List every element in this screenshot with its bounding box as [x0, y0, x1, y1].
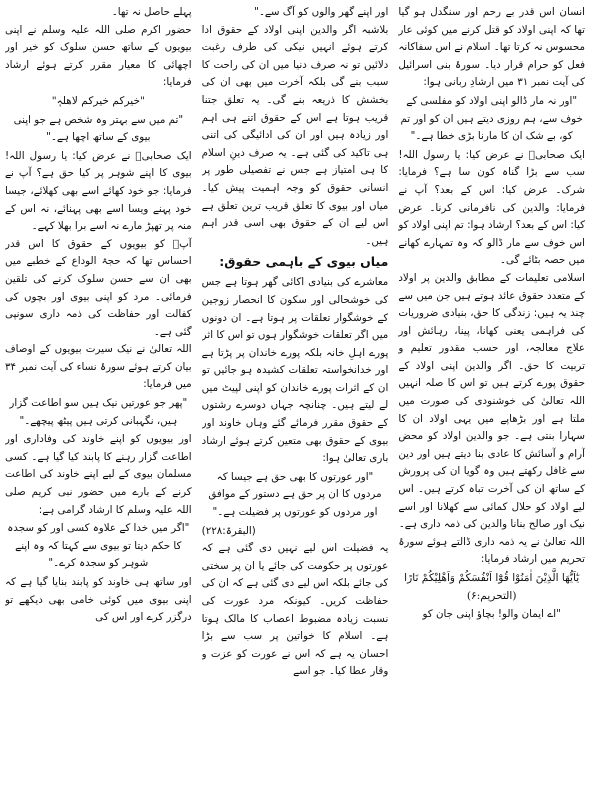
hadith-translation: "تم میں سے بہتر وہ شخص ہے جو اپنی بیوی کے ساتھ اچھا ہے۔" — [13, 113, 184, 144]
paragraph: اسلامی تعلیمات کے مطابق والدین پر اولاد کے متعدد حقوق عائد ہوتے ہیں جن میں سے چند یہ ہیں: زندگی کا حق، بنیادی ضروریات کی فراہمی یعنی کھانا، پینا، رہائش اور علاج معالجہ، اور حسب مقدور تعلیم و تربیت کا حق۔ اگر والدین اپنی اولاد کے حقوق پورے کرتے ہیں تو اس کا صلہ انہیں اللہ تعالیٰ کی خوشنودی کی صورت میں ملتا ہے اور بڑھاپے میں یہی اولاد ان کا سہارا بنتی ہے۔ جو والدین اولاد کو محض آرام و آسائش کا عادی بنا دیتے ہیں اور دین سے غافل رکھتے ہیں وہ گویا ان کی پرورش کے ساتھ ان کی آخرت تباہ کرتے ہیں۔ اس لیے اولاد کو حلال کمائی سے کھلانا اور اسے نیک اور صالح بنانا والدین کی ذمہ داری ہے۔ — [398, 271, 585, 531]
paragraph: معاشرے کی بنیادی اکائی گھر ہوتا ہے جس کی خوشحالی اور سکون کا انحصار زوجین کے خوشگوار تعلقات پر ہوتا ہے۔ ان دونوں میں اگر تعلقات خوشگوار ہوں تو اس کا اثر پورے اہلِ خانہ بلکہ پورے خاندان پر پڑتا ہے اور خدانخواستہ تعلقات کشیدہ ہو جائیں تو ان کے اثرات پورے خاندان کو اپنی لپیٹ میں لے لیتے ہیں۔ چنانچہ جہاں دوسرے رشتوں کے حقوق مقرر فرمائے گئے وہاں خاوند اور بیوی کے حقوق بھی متعین کرتے ہوئے ارشاد باری تعالیٰ ہوا: — [201, 276, 389, 465]
hadith-arabic: "خیرکم خیرکم لاھلہٖ" — [51, 94, 145, 107]
column-right — [398, 4, 585, 801]
paragraph: بلاشبہ اگر والدین اپنی اولاد کے حقوق ادا کرتے ہوئے انہیں نیکی کی طرف رغبت دلائیں تو نہ صرف دنیا میں ان کی راحت کا سبب بنے گی بلکہ آخرت میں بھی ان کی بخشش کا ذریعہ بنے گی۔ یہ تعلق جتنا قریب ہوتا ہے اس کے حقوق اتنے ہی اہم اور زیادہ ہیں اور ان کی ادائیگی کی اتنی ہی تاکید کی گئی ہے۔ یہ صرف دینِ اسلام کا ہی امتیاز ہے جس نے تفصیلی طور پر انسانی حقوق کو وجہ اہمیت پیش کیا۔ میاں اور بیوی کا تعلق قریب ترین تعلق ہے اس لیے ان کے حقوق بھی اسی قدر اہم ہیں۔ — [201, 23, 389, 247]
text-columns — [5, 4, 585, 801]
paragraph: انسان اس قدر بے رحم اور سنگدل ہو گیا تھا کہ اپنی اولاد کو قتل کرنے میں کوئی عار محسوس نہ کرتا تھا۔ اسلام نے اس سفاکانہ فعل کو حرام قرار دیا۔ سورۂ بنی اسرائیل کی آیت نمبر ۳۱ میں ارشادِ ربانی ہوا: — [398, 6, 585, 89]
paragraph: اور بیویوں کو اپنے خاوند کی وفاداری اور اطاعت گزار رہنے کا پابند کیا گیا ہے۔ کسی مسلمان بیوی کے لیے اپنے خاوند کی اطاعت کرنے کے بارے میں حضور نبی کریم صلی اللہ علیہ وسلم کا ارشاد گرامی ہے: — [4, 433, 192, 516]
quranic-translation: "اور نہ مار ڈالو اپنی اولاد کو مفلسی کے خوف سے، ہم روزی دیتے ہیں ان کو اور تم کو، بے شک ان کا مارنا بڑی خطا ہے۔" — [400, 94, 583, 143]
paragraph: پہلے حاصل نہ تھا۔ — [111, 6, 192, 18]
paragraph: ایک صحابیؓ نے عرض کیا: یا رسول اللہ! بیوی کا اپنے شوہر پر کیا حق ہے؟ آپ نے فرمایا: جو خود کھائے اسے بھی کھلائے، جیسا خود پہنے ویسا اسے بھی پہنائے، نہ اس کے منہ پر تھپڑ مارے نہ اسے برا بھلا کہے۔ — [4, 149, 192, 233]
paragraph: حضور اکرم صلی اللہ علیہ وسلم نے اپنی بیویوں کے ساتھ حسن سلوک کو خیر اور اچھائی کا معیار مقرر کرتے ہوئے ارشاد فرمایا: — [4, 23, 192, 89]
hadith-translation: "اگر میں خدا کے علاوہ کسی اور کو سجدہ کا حکم دیتا تو بیوی سے کہتا کہ وہ اپنے شوہر کو سجدہ کرے۔" — [7, 522, 190, 570]
paragraph: اور ساتھ ہی خاوند کو پابند بنایا گیا ہے کہ اپنی بیوی میں کوئی خامی بھی دیکھے تو درگزر کرے اور اس کی — [4, 576, 192, 624]
quranic-translation: "اور عورتوں کا بھی حق ہے جیسا کہ مردوں کا ان پر حق ہے دستور کے موافق اور مردوں کو عورتوں پر فضیلت ہے۔" — [208, 470, 382, 519]
quranic-translation: "اے ایمان والو! بچاؤ اپنی جان کو — [422, 608, 561, 621]
column-left — [5, 4, 192, 801]
column-middle — [202, 4, 389, 801]
paragraph: اللہ تعالیٰ نے نیک سیرت بیویوں کے اوصاف بیان کرتے ہوئے سورۂ نساء کی آیت نمبر ۳۴ میں فرمایا: — [4, 343, 192, 391]
quranic-translation: "پھر جو عورتیں نیک ہیں سو اطاعت گزار ہیں، نگہبانی کرتی ہیں پیٹھ پیچھے۔" — [9, 397, 188, 427]
verse-reference: (البقرۃ:۲۲۸) — [201, 524, 256, 537]
paragraph: آپؐ کو بیویوں کے حقوق کا اس قدر احساس تھا کہ حجۃ الوداع کے خطبے میں بھی ان سے حسن سلوک کرنے کی تلقین فرمائی۔ مرد کو اپنی بیوی اور بچوں کی کفالت اور حفاظت کی ذمہ داری سونپی گئی ہے۔ — [4, 237, 192, 338]
arabic-verse: یٰٓاَیُّھَا الَّذِیْنَ اٰمَنُوْا قُوْٓا اَنْفُسَکُمْ وَاَھْلِیْکُمْ نَارًا (التحریم:۶) — [404, 572, 580, 602]
paragraph: اور اپنے گھر والوں کو آگ سے۔" — [254, 6, 389, 18]
paragraph: ایک صحابیؓ نے عرض کیا: یا رسول اللہ! سب سے بڑا گناہ کون سا ہے؟ فرمایا: شرک۔ عرض کیا: اس کے بعد؟ آپ نے فرمایا: والدین کی نافرمانی کرنا۔ عرض کیا: اس کے بعد؟ ارشاد ہوا: تم اپنی اولاد کو اس خوف سے مار ڈالو کہ وہ تمہارے کھانے میں حصہ بٹائے گی۔ — [398, 148, 585, 267]
paragraph: اللہ تعالیٰ نے یہ ذمہ داری ڈالتے ہوئے سورۂ تحریم میں ارشاد فرمایا: — [398, 535, 585, 566]
paragraph: یہ فضیلت اس لیے نہیں دی گئی ہے کہ عورتوں پر حکومت کی جائے یا ان پر سختی کی جائے بلکہ اس لیے دی گئی ہے کہ ان کی حفاظت کریں۔ کیونکہ مرد عورت کی نسبت زیادہ مضبوط اعصاب کا مالک ہوتا ہے۔ اسلام کا خواتین پر سب سے بڑا احسان یہ ہے کہ اس نے عورت کو عزت و وقار عطا کیا۔ جو اسے — [201, 542, 389, 678]
section-heading: میاں بیوی کے باہمی حقوق: — [219, 254, 389, 270]
